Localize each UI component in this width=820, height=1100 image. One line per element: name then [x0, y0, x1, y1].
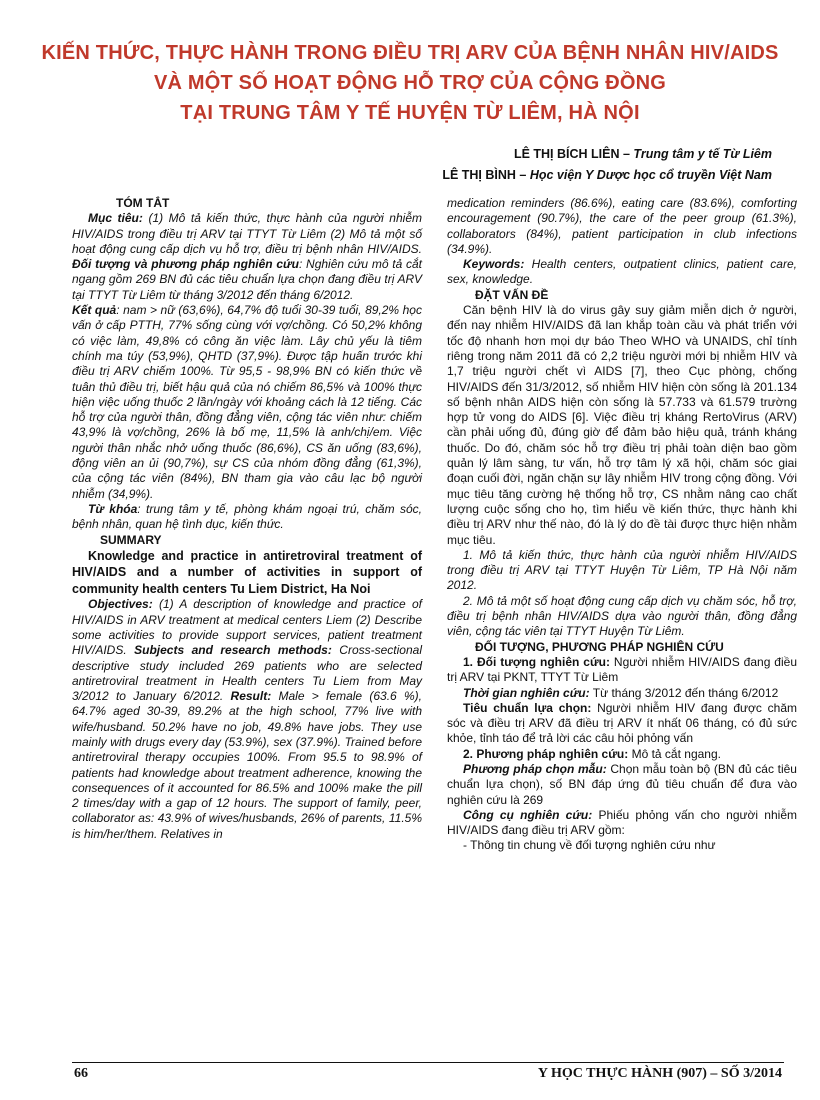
objective-2: 2. Mô tả một số hoạt động cung cấp dịch vụ chăm sóc, hỗ trợ, điều trị bệnh nhân HIV/AIDS dựa vào người thân, đồng đẳng viên, cộng tác viên tại TTYT Huyện Từ Liêm.	[447, 593, 797, 639]
en-objectives-label: Objectives:	[88, 597, 153, 612]
en-objectives-text: (1) A description of knowledge and practice of HIV/AIDS in ARV treatment at medical centers Liem (2) Describe some activities to provide support services, patient treatment HIV/AIDS.	[72, 597, 422, 658]
abstract-objectives	[72, 211, 422, 303]
author-separator: –	[515, 168, 530, 182]
results-label: Kết quả	[72, 303, 117, 318]
author-affiliation: Học viện Y Dược học cổ truyền Việt Nam	[529, 168, 772, 182]
design-text: Mô tả cắt ngang.	[628, 746, 721, 761]
sampling-text: Chọn mẫu toàn bộ (BN đủ các tiêu chuẩn lựa chọn), số BN đáp ứng đủ tiêu chuẩn để đưa vào nghiên cứu là 269	[447, 761, 797, 807]
subjects-label: Đối tượng và phương pháp nghiên cứu	[72, 257, 299, 272]
summary-continuation: medication reminders (86.6%), eating care (83.6%), comforting encouragement (90.7%), the care of the peer group (61.3%), collaborators (84%), patient participation in club infections (34.9%).	[447, 196, 797, 256]
abstract-keywords	[72, 502, 422, 533]
english-title: Knowledge and practice in antiretroviral treatment of HIV/AIDS and a number of activities in support of community health centers Tu Liem District, Ha Noi	[72, 548, 422, 596]
methods-time	[447, 686, 797, 701]
objective-1: 1. Mô tả kiến thức, thực hành của người nhiễm HIV/AIDS trong điều trị ARV tại TTYT Huyện Từ Liêm, TP Hà Nội năm 2012.	[447, 547, 797, 593]
en-result-text: Male > female (63.6 %), 64.7% aged 30-39, 89.2% at the high school, 77% live with wife/husband. 50.2% have no job, 49.8% have jobs. They use mainly with drugs every day (53.9%), sex (37.9%). Trained before antiretroviral therapy occupies 100%. From 95.5 to 98.9% of patients had knowledge about treatment adherence, knowing the consequences of it accounted for 86.5% and 100% make the pill 2 times/day with a gap of 12 hours. The support of family, peer, collaborator as: 43.9% of wives/husbands, 26% of parents, 11.5% is him/her/them. Relatives in	[72, 689, 422, 841]
author-2	[442, 165, 772, 186]
results-text: : nam > nữ (63,6%), 64,7% độ tuổi 30-39 tuổi, 89,2% học vấn ở cấp PTTH, 77% sống cùng với vợ/chồng. Có 50,2% không có việc làm, 49,8% có công ăn việc làm. Lây chủ yếu là tiêm chính ma túy (53,9%), QHTD (37,9%). Được tập huấn trước khi điều trị ARV chiếm 100%. Từ 95,5 - 98,9% BN có kiến thức về tuân thủ điều trị, biết hậu quả của nó chiếm 86,5% và 100% thực hiện việc uống thuốc 2 lần/ngày với khoảng cách là 12 tiếng. Các hỗ trợ của người thân, đồng đẳng viên, cộng tác viên như: chiếm 43,9% là vợ/chồng, 26% là bố mẹ, 11,5% là anh/chị/em. Việc người thân nhắc nhở uống thuốc (86,6%), CS ăn uống (83,6%), động viên an ủi (90,7%), sự CS của nhóm đồng đẳng (61,3%), của cộng tác viên (84%), BN tham gia vào câu lạc bộ người nhiễm (34,9%).	[72, 303, 422, 501]
methods-sampling	[447, 762, 797, 808]
keywords-text: : trung tâm y tế, phòng khám ngoại trú, chăm sóc, bệnh nhân, quan hệ tình dục, kiến thức.	[72, 501, 422, 532]
introduction-paragraph: Căn bệnh HIV là do virus gây suy giảm miễn dịch ở người, đến nay nhiễm HIV/AIDS đã lan khắp toàn cầu và phát triển với tốc độ nhanh hơn mọi dự báo Theo WHO và UNAIDS, chỉ tính riêng trong năm 2011 đã có 2,2 triệu người mới bị nhiễm HIV và 1,7 triệu người chết vì AIDS [7], theo Cục phòng, chống HIV/AIDS đến 31/3/2012, số nhiễm HIV hiện còn sống là 201.134 số bệnh nhân AIDS hiện còn sống là 57.733 và 61.579 trường hợp tử vong do AIDS [6]. Việc điều trị kháng RertoVirus (ARV) cần phải uống đủ, đúng giờ để đảm bảo hiệu quả, tránh kháng thuốc. Do đó, chăm sóc hỗ trợ điều trị phải toàn diện bao gồm quản lý lâm sàng, tư vấn, hỗ trợ tâm lý xã hội, chăm sóc giai đoạn cuối đời, ngăn chặn sự lây nhiễm HIV trong cộng đồng. Với mục tiêu tăng cường hệ thống hỗ trợ, CS nhằm nâng cao chất lượng cuộc sống cho họ, tìm hiểu về kiến thức, thực hành khi điều trị ARV như thế nào, đó là lý do đề tài được thực hiện nhằm mục tiêu.	[447, 303, 797, 547]
page-number: 66	[74, 1066, 88, 1081]
author-affiliation: Trung tâm y tế Từ Liêm	[633, 147, 772, 161]
sampling-label: Phương pháp chọn mẫu:	[463, 761, 607, 776]
abstract-results	[72, 303, 422, 502]
en-result-label: Result:	[223, 689, 272, 704]
journal-name: Y HỌC THỰC HÀNH (907) – SỐ 3/2014	[537, 1066, 782, 1081]
methods-design	[447, 747, 797, 762]
subjects-text: Người nhiễm HIV/AIDS đang điều trị ARV tại PKNT, TTYT Từ Liêm	[447, 654, 797, 685]
tools-label: Công cụ nghiên cứu:	[463, 807, 593, 822]
criteria-text: Người nhiễm HIV đang được chăm sóc và điều trị ARV đã điều trị ARV ít nhất 06 tháng, có đủ sức khỏe, tỉnh táo để trả lời các câu hỏi phỏng vấn	[447, 700, 797, 746]
tools-text: Phiếu phỏng vấn cho người nhiễm HIV/AIDS đang điều trị ARV gồm:	[447, 807, 797, 838]
introduction-heading: ĐẶT VẤN ĐỀ	[475, 287, 549, 302]
methods-heading: ĐỐI TƯỢNG, PHƯƠNG PHÁP NGHIÊN CỨU	[475, 639, 724, 654]
article-title	[40, 38, 780, 128]
methods-criteria	[447, 701, 797, 747]
author-block	[442, 144, 772, 186]
author-separator: –	[619, 147, 634, 161]
footer-divider	[72, 1062, 784, 1063]
en-keywords-label: Keywords:	[463, 257, 525, 272]
time-label: Thời gian nghiên cứu:	[463, 685, 590, 700]
right-column	[447, 196, 797, 854]
title-line-3: TẠI TRUNG TÂM Y TẾ HUYỆN TỪ LIÊM, HÀ NỘI	[180, 102, 640, 124]
en-keywords	[447, 257, 797, 288]
methods-bullet-1: - Thông tin chung về đối tượng nghiên cứu như	[463, 838, 716, 853]
title-line-1: KIẾN THỨC, THỰC HÀNH TRONG ĐIỀU TRỊ ARV CỦA BỆNH NHÂN HIV/AIDS	[41, 42, 779, 64]
summary-body	[72, 597, 422, 842]
methods-subjects	[447, 655, 797, 686]
methods-tools	[447, 808, 797, 839]
objectives-label: Mục tiêu:	[88, 211, 143, 226]
author-1	[442, 144, 772, 165]
design-label: 2. Phương pháp nghiên cứu:	[463, 746, 629, 761]
subjects-text: : Nghiên cứu mô tả cắt ngang gồm 269 BN đủ các tiêu chuẩn lựa chọn đang điều trị ARV tại TTYT Từ Liêm từ tháng 3/2012 đến tháng 6/2012.	[72, 257, 423, 302]
en-subjects-label: Subjects and research methods:	[126, 643, 332, 658]
en-keywords-text: Health centers, outpatient clinics, patient care, sex, knowledge.	[447, 257, 797, 287]
summary-heading: SUMMARY	[100, 532, 162, 547]
criteria-label: Tiêu chuẩn lựa chọn:	[463, 700, 592, 715]
objectives-text: (1) Mô tả kiến thức, thực hành của người nhiễm HIV/AIDS trong điều trị ARV tại TTYT Từ Liêm (2) Mô tả một số hoạt động cung cấp dịch vụ hỗ trợ, điều trị bệnh nhân HIV/AIDS.	[72, 211, 422, 256]
author-name: LÊ THỊ BÍCH LIÊN	[513, 147, 620, 161]
time-text: Từ tháng 3/2012 đến tháng 6/2012	[589, 685, 779, 700]
title-line-2: VÀ MỘT SỐ HOẠT ĐỘNG HỖ TRỢ CỦA CỘNG ĐỒNG	[153, 72, 667, 94]
abstract-heading: TÓM TẮT	[116, 196, 170, 210]
author-name: LÊ THỊ BÌNH	[442, 168, 516, 182]
subjects-label: 1. Đối tượng nghiên cứu:	[463, 654, 610, 669]
en-subjects-text: Cross-sectional descriptive study included 269 patients who are selected antiretroviral treatment in Health centers Tu Liem from May 3/2012 to January 6/2012.	[72, 643, 422, 704]
keywords-label: Từ khóa	[88, 501, 138, 516]
left-column	[72, 196, 422, 842]
